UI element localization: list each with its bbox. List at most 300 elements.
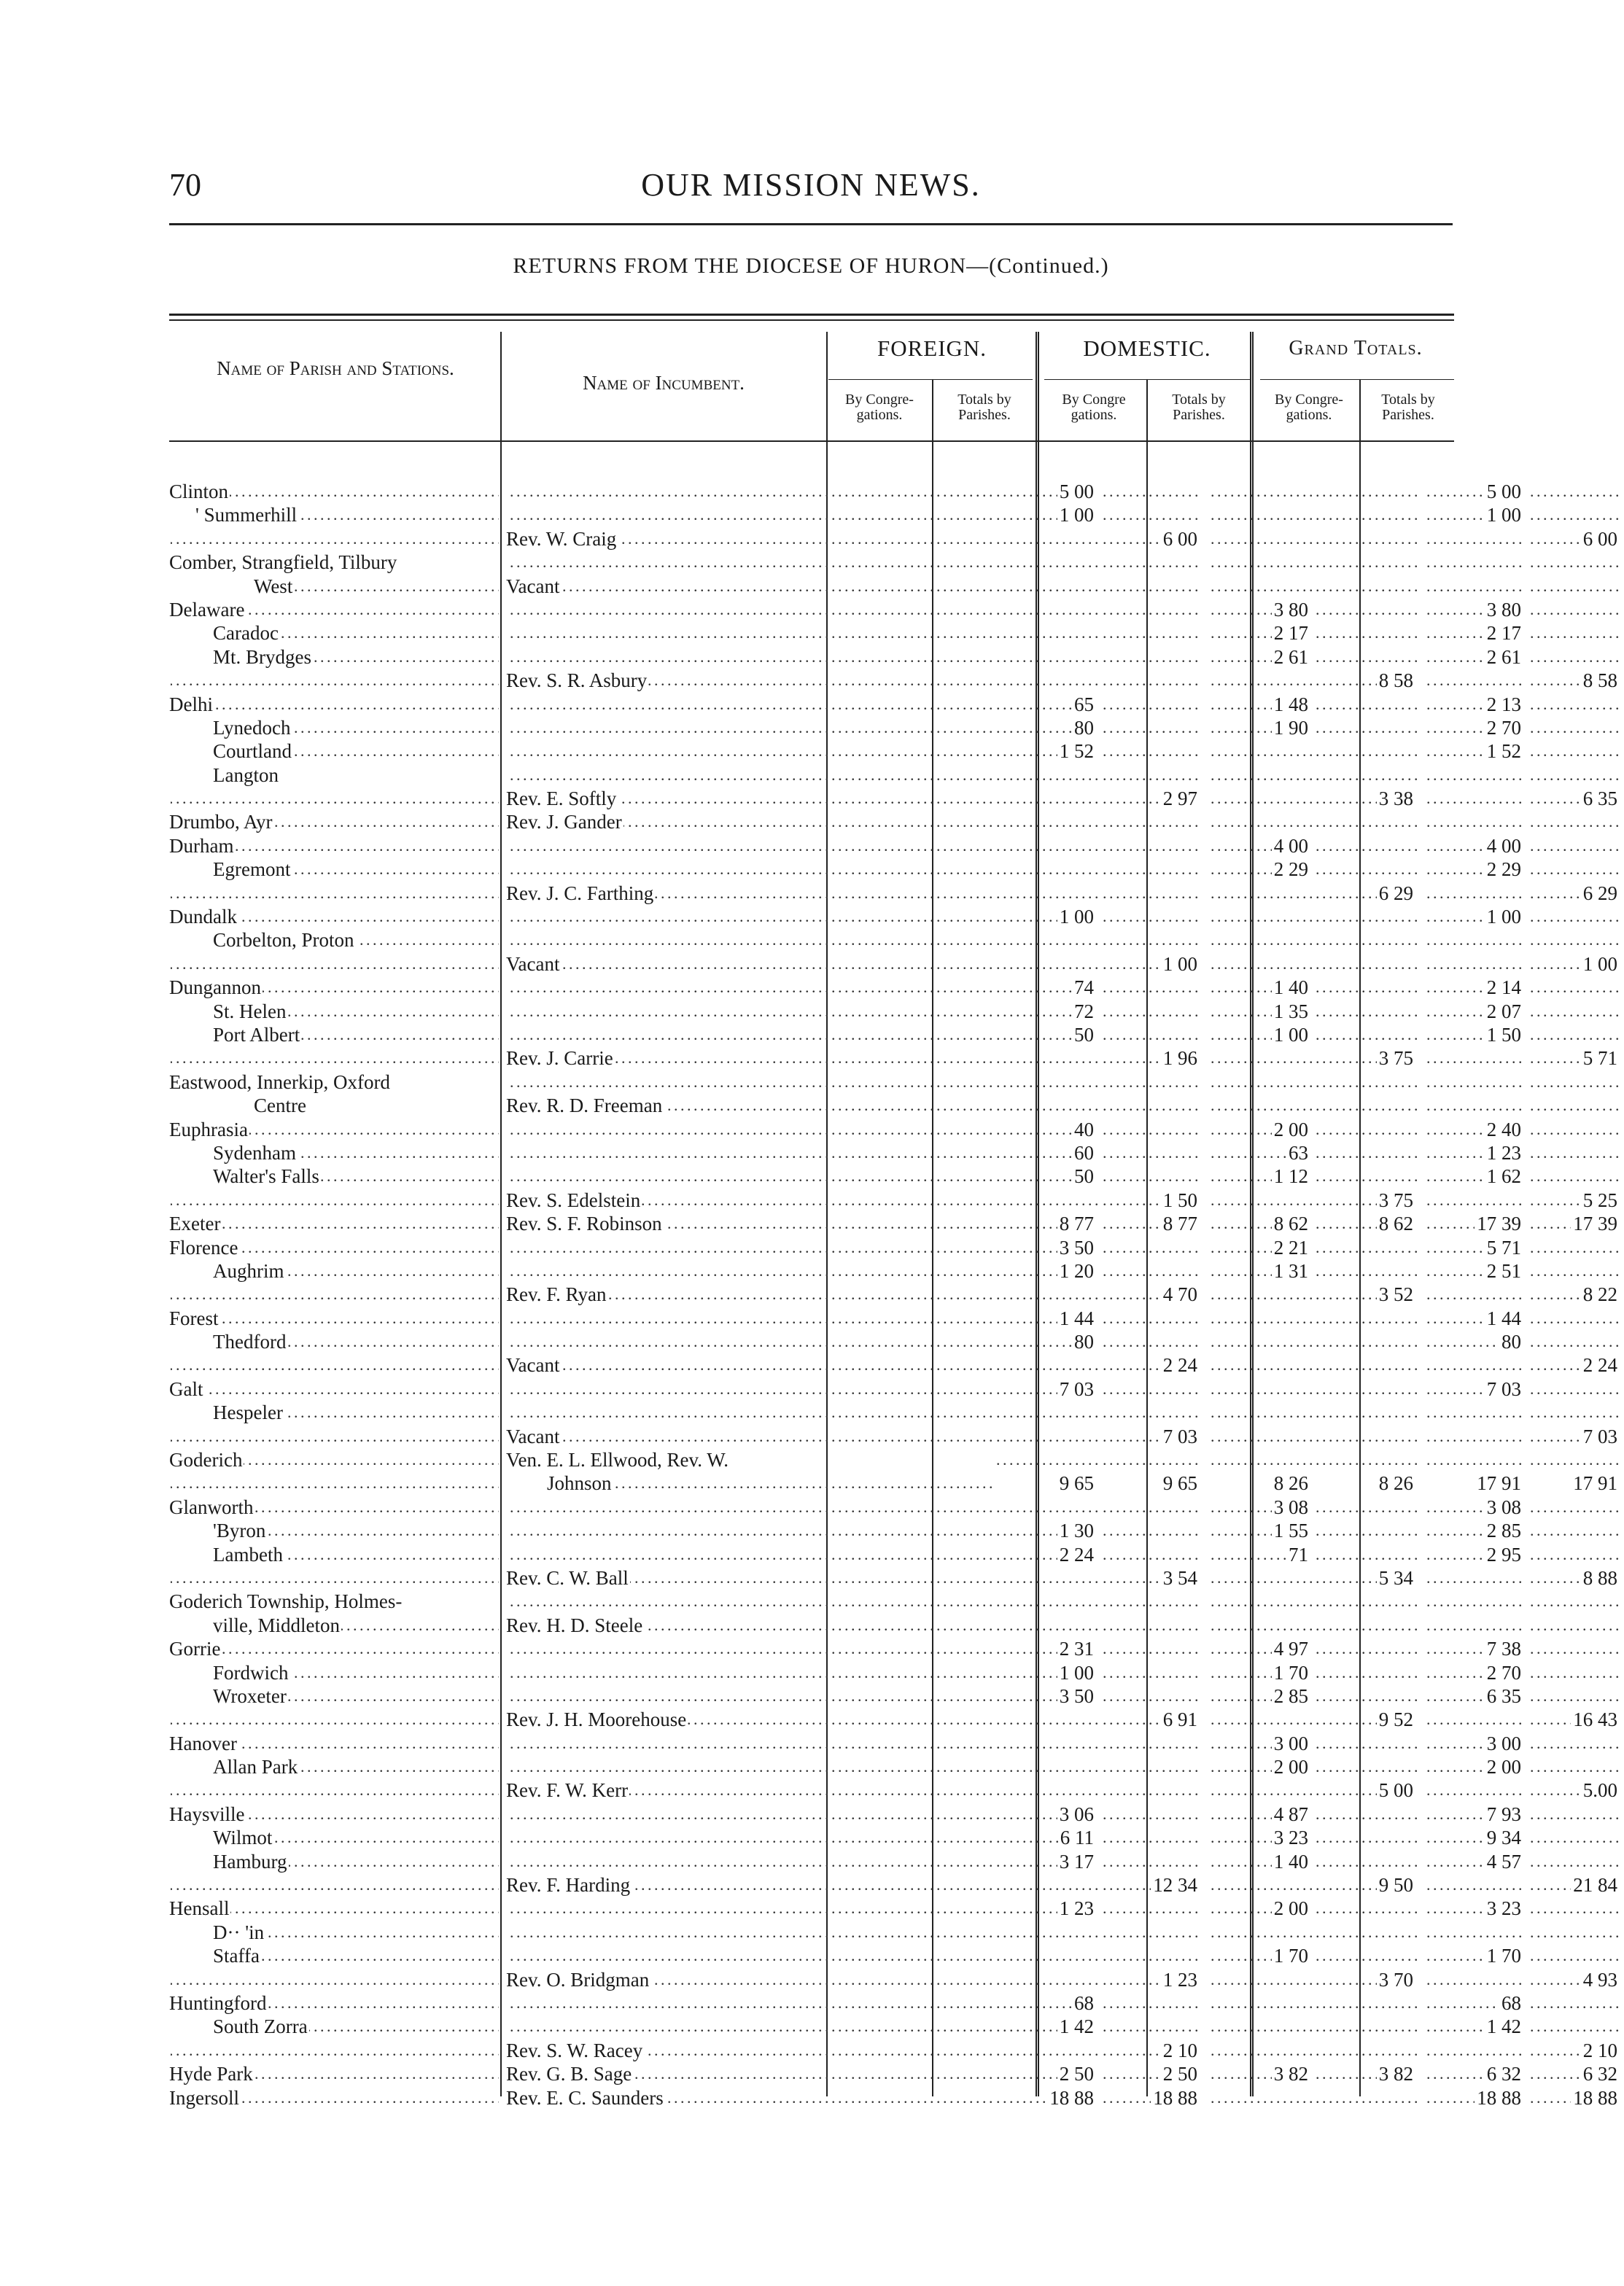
parish-cell	[169, 1496, 499, 1519]
incumbent-name: Ven. E. L. Ellwood, Rev. W.	[503, 1449, 730, 1471]
grand-congregation-value-text: 2 07	[1485, 1000, 1526, 1022]
incumbent-cell	[503, 905, 992, 928]
grand-parish-total	[1530, 1921, 1622, 1944]
grand-congregation-value-text: 1 52	[1485, 740, 1526, 762]
domestic-congregation-value-text: 3 80	[1272, 599, 1313, 621]
foreign-parish-total-text: 8 77	[1161, 1213, 1202, 1235]
domestic-parish-total	[1316, 645, 1418, 669]
incumbent-cell	[503, 1023, 992, 1046]
foreign-parish-total	[1103, 1732, 1202, 1755]
incumbent-cell	[503, 1118, 992, 1141]
incumbent-cell	[503, 1000, 992, 1023]
parish-cell	[169, 1708, 499, 1731]
foreign-congregation-value	[996, 575, 1098, 598]
foreign-congregation-value	[996, 1283, 1098, 1306]
foreign-parish-total	[1103, 669, 1202, 692]
parish-name: ville, Middleton	[169, 1614, 341, 1636]
grand-congregation-value-text: 68	[1499, 1992, 1526, 2014]
parish-name	[169, 953, 171, 975]
grand-parish-total	[1530, 1661, 1622, 1684]
grand-congregation-value	[1426, 763, 1526, 787]
foreign-congregation-value	[996, 952, 1098, 976]
parish-name: Exeter	[169, 1213, 221, 1235]
domestic-congregation-value	[1211, 1377, 1313, 1401]
domestic-congregation-value	[1211, 1708, 1313, 1731]
domestic-parish-total	[1316, 1471, 1418, 1495]
foreign-congregation-value-text: 7 03	[1057, 1378, 1098, 1400]
foreign-congregation-value	[996, 1425, 1098, 1448]
grand-congregation-value-text: 2 17	[1485, 622, 1526, 644]
table-row	[169, 882, 1617, 905]
parish-name: Dundalk	[169, 906, 237, 928]
grand-congregation-value-text: 5 71	[1485, 1237, 1526, 1259]
grand-congregation-value	[1426, 1778, 1526, 1802]
domestic-congregation-value	[1211, 763, 1313, 787]
incumbent-name	[503, 764, 508, 786]
domestic-congregation-value	[1211, 1637, 1313, 1660]
domestic-congregation-value	[1211, 1401, 1313, 1424]
incumbent-name	[503, 693, 508, 715]
incumbent-name	[503, 1237, 508, 1259]
parish-name	[169, 1969, 171, 1991]
parish-cell	[169, 1165, 499, 1188]
incumbent-name	[503, 906, 508, 928]
domestic-congregation-value	[1211, 905, 1313, 928]
incumbent-cell	[503, 598, 992, 621]
foreign-parish-total	[1103, 1684, 1202, 1708]
parish-name: Eastwood, Innerkip, Oxford	[169, 1070, 390, 1093]
incumbent-cell	[503, 693, 992, 716]
grand-parish-total	[1530, 882, 1622, 905]
domestic-congregation-value	[1211, 503, 1313, 526]
foreign-congregation-value-text: 1 23	[1057, 1897, 1098, 1919]
foreign-parish-total-text: 9 65	[1161, 1472, 1202, 1494]
incumbent-name: Rev. R. D. Freeman	[503, 1095, 664, 1116]
domestic-congregation-value	[1211, 1755, 1313, 1778]
incumbent-cell	[503, 1165, 992, 1188]
domestic-parish-total-text: 9 50	[1377, 1874, 1418, 1896]
domestic-parish-total	[1316, 1850, 1418, 1873]
grand-parish-total	[1530, 1000, 1622, 1023]
incumbent-name	[503, 1638, 508, 1660]
grand-congregation-value	[1426, 2039, 1526, 2062]
incumbent-cell	[503, 1803, 992, 1826]
parish-name: West	[169, 575, 294, 597]
incumbent-name: Rev. H. D. Steele	[503, 1614, 644, 1636]
parish-cell	[169, 952, 499, 976]
grand-congregation-value-text: 1 42	[1485, 2015, 1526, 2037]
incumbent-name	[503, 551, 508, 573]
foreign-congregation-value	[996, 928, 1098, 952]
domestic-congregation-value	[1211, 1590, 1313, 1613]
table-row	[169, 1850, 1521, 1873]
domestic-congregation-value	[1211, 834, 1313, 858]
incumbent-cell	[503, 2062, 992, 2085]
incumbent-name: Rev. S. F. Robinson	[503, 1213, 664, 1235]
table-row	[169, 1118, 1521, 1141]
subhead-foreign-parish: Totals by Parishes.	[957, 392, 1011, 423]
incumbent-name: Rev. E. Softly	[503, 788, 618, 809]
domestic-parish-total	[1316, 2086, 1418, 2110]
incumbent-cell	[503, 763, 992, 787]
grand-congregation-value	[1426, 1165, 1526, 1188]
table-row	[169, 1991, 1521, 2015]
parish-name	[169, 1779, 171, 1801]
foreign-parish-total	[1103, 1353, 1202, 1377]
domestic-congregation-value-text: 1 90	[1272, 717, 1313, 739]
incumbent-cell	[503, 1850, 992, 1873]
parish-cell	[169, 1330, 499, 1353]
parish-cell	[169, 2039, 499, 2062]
foreign-congregation-value	[996, 1519, 1098, 1542]
parish-name: Walter's Falls	[169, 1165, 321, 1187]
domestic-congregation-value	[1211, 1165, 1313, 1188]
returns-table	[169, 480, 1617, 2110]
parish-name	[169, 1189, 171, 1211]
domestic-parish-total	[1316, 503, 1418, 526]
col-header-parish: Name of Parish and Stations.	[217, 357, 454, 379]
incumbent-cell	[503, 1259, 992, 1283]
table-row	[169, 2015, 1521, 2038]
parish-cell	[169, 1755, 499, 1778]
foreign-parish-total	[1103, 1283, 1202, 1306]
domestic-congregation-value	[1211, 1944, 1313, 1967]
parish-cell	[169, 739, 499, 763]
grand-parish-total-text: 8 88	[1581, 1567, 1622, 1589]
foreign-parish-total	[1103, 1590, 1202, 1613]
incumbent-cell	[503, 787, 992, 810]
grand-congregation-value	[1426, 527, 1526, 551]
domestic-parish-total	[1316, 1803, 1418, 1826]
foreign-parish-total-text: 12 34	[1151, 1874, 1202, 1896]
grand-parish-total	[1530, 1070, 1622, 1094]
grand-congregation-value	[1426, 1330, 1526, 1353]
grand-congregation-value-text: 1 00	[1485, 504, 1526, 526]
foreign-congregation-value-text: 5 00	[1057, 481, 1098, 502]
grand-congregation-value-text: 7 93	[1485, 1803, 1526, 1825]
foreign-parish-total	[1103, 882, 1202, 905]
foreign-congregation-value-text: 40	[1072, 1119, 1098, 1140]
foreign-parish-total	[1103, 621, 1202, 645]
foreign-parish-total	[1103, 1165, 1202, 1188]
domestic-congregation-value	[1211, 1189, 1313, 1212]
table-row	[169, 1094, 1454, 1117]
table-row	[169, 905, 1521, 928]
domestic-congregation-value	[1211, 669, 1313, 692]
foreign-parish-total	[1103, 1448, 1202, 1471]
incumbent-name	[503, 1803, 508, 1825]
grand-parish-total	[1530, 2086, 1622, 2110]
table-row	[169, 1661, 1521, 1684]
domestic-parish-total	[1316, 834, 1418, 858]
incumbent-name	[503, 1590, 508, 1612]
foreign-parish-total	[1103, 1921, 1202, 1944]
foreign-congregation-value-text: 65	[1072, 693, 1098, 715]
incumbent-name	[503, 1733, 508, 1754]
foreign-congregation-value	[996, 858, 1098, 881]
domestic-parish-total	[1316, 1637, 1418, 1660]
grand-parish-total-text: 1 00	[1581, 953, 1622, 975]
domestic-congregation-value	[1211, 1212, 1313, 1235]
table-row	[169, 551, 1454, 574]
domestic-congregation-value	[1211, 1921, 1313, 1944]
grand-congregation-value	[1426, 2015, 1526, 2038]
grand-congregation-value	[1426, 882, 1526, 905]
foreign-parish-total	[1103, 1968, 1202, 1991]
parish-cell	[169, 716, 499, 739]
incumbent-name: Rev. F. Ryan	[503, 1283, 608, 1305]
foreign-congregation-value-text: 1 30	[1057, 1520, 1098, 1542]
domestic-parish-total-text: 6 29	[1377, 882, 1418, 904]
incumbent-name: Rev. S. Edelstein	[503, 1189, 642, 1211]
foreign-congregation-value	[996, 693, 1098, 716]
foreign-congregation-value-text: 3 06	[1057, 1803, 1098, 1825]
domestic-congregation-value	[1211, 2086, 1313, 2110]
subhead-domestic-cong: By Congre gations.	[1062, 392, 1126, 423]
domestic-congregation-value	[1211, 1732, 1313, 1755]
grand-parish-total	[1530, 1165, 1622, 1188]
table-row	[169, 1708, 1617, 1731]
domestic-parish-total	[1316, 1921, 1418, 1944]
table-row	[169, 1307, 1521, 1330]
domestic-parish-total	[1316, 1708, 1418, 1731]
domestic-parish-total	[1316, 1566, 1418, 1590]
domestic-congregation-value-text: 4 00	[1272, 835, 1313, 857]
grand-congregation-value-text: 1 23	[1485, 1142, 1526, 1164]
parish-name	[169, 882, 171, 904]
grand-congregation-value	[1426, 2086, 1526, 2110]
grand-parish-total	[1530, 621, 1622, 645]
grand-congregation-value	[1426, 1141, 1526, 1165]
domestic-congregation-value	[1211, 1023, 1313, 1046]
incumbent-name	[503, 504, 508, 526]
incumbent-cell	[503, 1921, 992, 1944]
table-row	[169, 1566, 1617, 1590]
table-row	[169, 716, 1521, 739]
parish-name: Drumbo, Ayr	[169, 811, 273, 833]
grand-congregation-value	[1426, 905, 1526, 928]
domestic-parish-total	[1316, 787, 1418, 810]
parish-cell	[169, 551, 499, 574]
grand-congregation-value	[1426, 716, 1526, 739]
foreign-parish-total-text: 1 50	[1161, 1189, 1202, 1211]
grand-parish-total-text: 5.00	[1581, 1779, 1622, 1801]
parish-cell	[169, 1046, 499, 1070]
grand-parish-total-text: 2 24	[1581, 1354, 1622, 1376]
parish-name: Delaware	[169, 598, 245, 621]
table-row	[169, 1141, 1521, 1165]
domestic-parish-total	[1316, 976, 1418, 999]
domestic-parish-total-text: 3 75	[1377, 1047, 1418, 1069]
incumbent-name	[503, 646, 508, 668]
incumbent-cell	[503, 952, 992, 976]
incumbent-cell	[503, 1283, 992, 1306]
parish-cell	[169, 1401, 499, 1424]
foreign-parish-total	[1103, 1708, 1202, 1731]
grand-congregation-value	[1426, 1070, 1526, 1094]
domestic-congregation-value	[1211, 693, 1313, 716]
foreign-parish-total	[1103, 976, 1202, 999]
parish-cell	[169, 2015, 499, 2038]
foreign-congregation-value	[996, 1471, 1098, 1495]
grand-congregation-value	[1426, 976, 1526, 999]
domestic-parish-total	[1316, 1307, 1418, 1330]
domestic-parish-total-text: 3 70	[1377, 1969, 1418, 1991]
domestic-parish-total-text: 3 38	[1377, 788, 1418, 809]
grand-congregation-value-text: 2 95	[1485, 1544, 1526, 1566]
parish-name: Aughrim	[169, 1260, 286, 1282]
incumbent-cell	[503, 1637, 992, 1660]
incumbent-name	[503, 1921, 508, 1943]
grand-parish-total	[1530, 1519, 1622, 1542]
incumbent-name	[503, 1756, 508, 1778]
incumbent-cell	[503, 1094, 992, 1117]
incumbent-cell	[503, 575, 992, 598]
grand-parish-total	[1530, 976, 1622, 999]
parish-cell	[169, 1684, 499, 1708]
grand-congregation-value	[1426, 1448, 1526, 1471]
domestic-congregation-value-text: 3 82	[1272, 2063, 1313, 2085]
domestic-parish-total	[1316, 1755, 1418, 1778]
table-row	[169, 1283, 1617, 1306]
table-row	[169, 952, 1617, 976]
domestic-parish-total	[1316, 1991, 1418, 2015]
parish-cell	[169, 763, 499, 787]
domestic-congregation-value	[1211, 1330, 1313, 1353]
foreign-congregation-value	[996, 1684, 1098, 1708]
parish-cell	[169, 1991, 499, 2015]
domestic-congregation-value-text: 1 31	[1272, 1260, 1313, 1282]
header-bottom-rule	[169, 440, 1454, 442]
incumbent-cell	[503, 1141, 992, 1165]
domestic-parish-total	[1316, 527, 1418, 551]
grand-congregation-value-text: 2 14	[1485, 976, 1526, 998]
foreign-parish-total	[1103, 1259, 1202, 1283]
grand-parish-total	[1530, 810, 1622, 833]
grand-congregation-value-text: 2 29	[1485, 858, 1526, 880]
incumbent-cell	[503, 858, 992, 881]
foreign-congregation-value	[996, 1778, 1098, 1802]
incumbent-name	[503, 1945, 508, 1967]
grand-congregation-value-text: 17 39	[1475, 1213, 1526, 1235]
domestic-congregation-value	[1211, 882, 1313, 905]
table-row	[169, 810, 1454, 833]
grand-parish-total	[1530, 716, 1622, 739]
grand-parish-total	[1530, 905, 1622, 928]
grand-congregation-value	[1426, 645, 1526, 669]
domestic-congregation-value-text: 3 00	[1272, 1733, 1313, 1754]
incumbent-name: Vacant	[503, 1426, 561, 1447]
grand-parish-total	[1530, 1330, 1622, 1353]
parish-cell	[169, 2086, 499, 2110]
foreign-congregation-value-text: 74	[1072, 976, 1098, 998]
incumbent-name	[503, 1401, 508, 1423]
incumbent-cell	[503, 1471, 992, 1495]
parish-cell	[169, 882, 499, 905]
parish-name: Caradoc	[169, 622, 280, 644]
domestic-congregation-value-text: 1 70	[1272, 1662, 1313, 1684]
parish-name: Euphrasia	[169, 1118, 248, 1140]
domestic-congregation-value	[1211, 598, 1313, 621]
parish-cell	[169, 1000, 499, 1023]
domestic-congregation-value	[1211, 1614, 1313, 1637]
domestic-congregation-value-text: 8 62	[1272, 1213, 1313, 1235]
grand-congregation-value-text: 4 00	[1485, 835, 1526, 857]
subhead-foreign-cong: By Congre-gations.	[845, 392, 914, 423]
foreign-parish-total	[1103, 1897, 1202, 1920]
grand-congregation-value	[1426, 1189, 1526, 1212]
foreign-parish-total	[1103, 810, 1202, 833]
foreign-congregation-value	[996, 1826, 1098, 1849]
foreign-congregation-value	[996, 1094, 1098, 1117]
table-row	[169, 1684, 1521, 1708]
parish-name	[169, 1047, 171, 1069]
incumbent-name	[503, 1662, 508, 1684]
foreign-parish-total	[1103, 1637, 1202, 1660]
parish-cell	[169, 1803, 499, 1826]
domestic-congregation-value-text: 3 23	[1272, 1827, 1313, 1848]
domestic-parish-total	[1316, 1968, 1418, 1991]
incumbent-name	[503, 976, 508, 998]
grand-congregation-value-text: 7 03	[1485, 1378, 1526, 1400]
incumbent-cell	[503, 1684, 992, 1708]
incumbent-name	[503, 1851, 508, 1873]
parish-cell	[169, 1070, 499, 1094]
foreign-congregation-value	[996, 1165, 1098, 1188]
foreign-parish-total	[1103, 1496, 1202, 1519]
grand-congregation-value	[1426, 1614, 1526, 1637]
parish-cell	[169, 1283, 499, 1306]
foreign-congregation-value	[996, 669, 1098, 692]
grand-parish-total-text: 17 39	[1571, 1213, 1622, 1235]
foreign-congregation-value	[996, 1543, 1098, 1566]
foreign-congregation-value-text: 1 00	[1057, 504, 1098, 526]
grand-congregation-value-text: 2 61	[1485, 646, 1526, 668]
incumbent-cell	[503, 1189, 992, 1212]
foreign-parish-total	[1103, 787, 1202, 810]
parish-name: Lynedoch	[169, 717, 292, 739]
domestic-congregation-value	[1211, 1543, 1313, 1566]
parish-name: Florence	[169, 1236, 238, 1259]
grand-congregation-value	[1426, 1921, 1526, 1944]
foreign-parish-total	[1103, 1543, 1202, 1566]
grand-parish-total	[1530, 551, 1622, 574]
foreign-parish-total	[1103, 1778, 1202, 1802]
incumbent-cell	[503, 1897, 992, 1920]
domestic-congregation-value-text: 1 40	[1272, 1851, 1313, 1873]
foreign-parish-total-text: 1 96	[1161, 1047, 1202, 1069]
parish-cell	[169, 1118, 499, 1141]
domestic-parish-total	[1316, 1543, 1418, 1566]
incumbent-cell	[503, 1708, 992, 1731]
parish-cell	[169, 1094, 499, 1117]
col-group-foreign: FOREIGN.	[877, 335, 987, 361]
domestic-congregation-value-text: 1 35	[1272, 1000, 1313, 1022]
domestic-parish-total-text: 5 34	[1377, 1567, 1418, 1589]
grand-congregation-value-text: 1 70	[1485, 1945, 1526, 1967]
grand-parish-total	[1530, 1732, 1622, 1755]
domestic-parish-total	[1316, 1353, 1418, 1377]
domestic-parish-total	[1316, 480, 1418, 503]
parish-cell	[169, 1921, 499, 1944]
subhead-grand-cong: By Congre-gations.	[1275, 392, 1343, 423]
grand-parish-total	[1530, 787, 1622, 810]
foreign-parish-total-text: 2 24	[1161, 1354, 1202, 1376]
foreign-parish-total	[1103, 905, 1202, 928]
grand-congregation-value-text: 3 00	[1485, 1733, 1526, 1754]
incumbent-cell	[503, 1755, 992, 1778]
table-row	[169, 1471, 1617, 1495]
